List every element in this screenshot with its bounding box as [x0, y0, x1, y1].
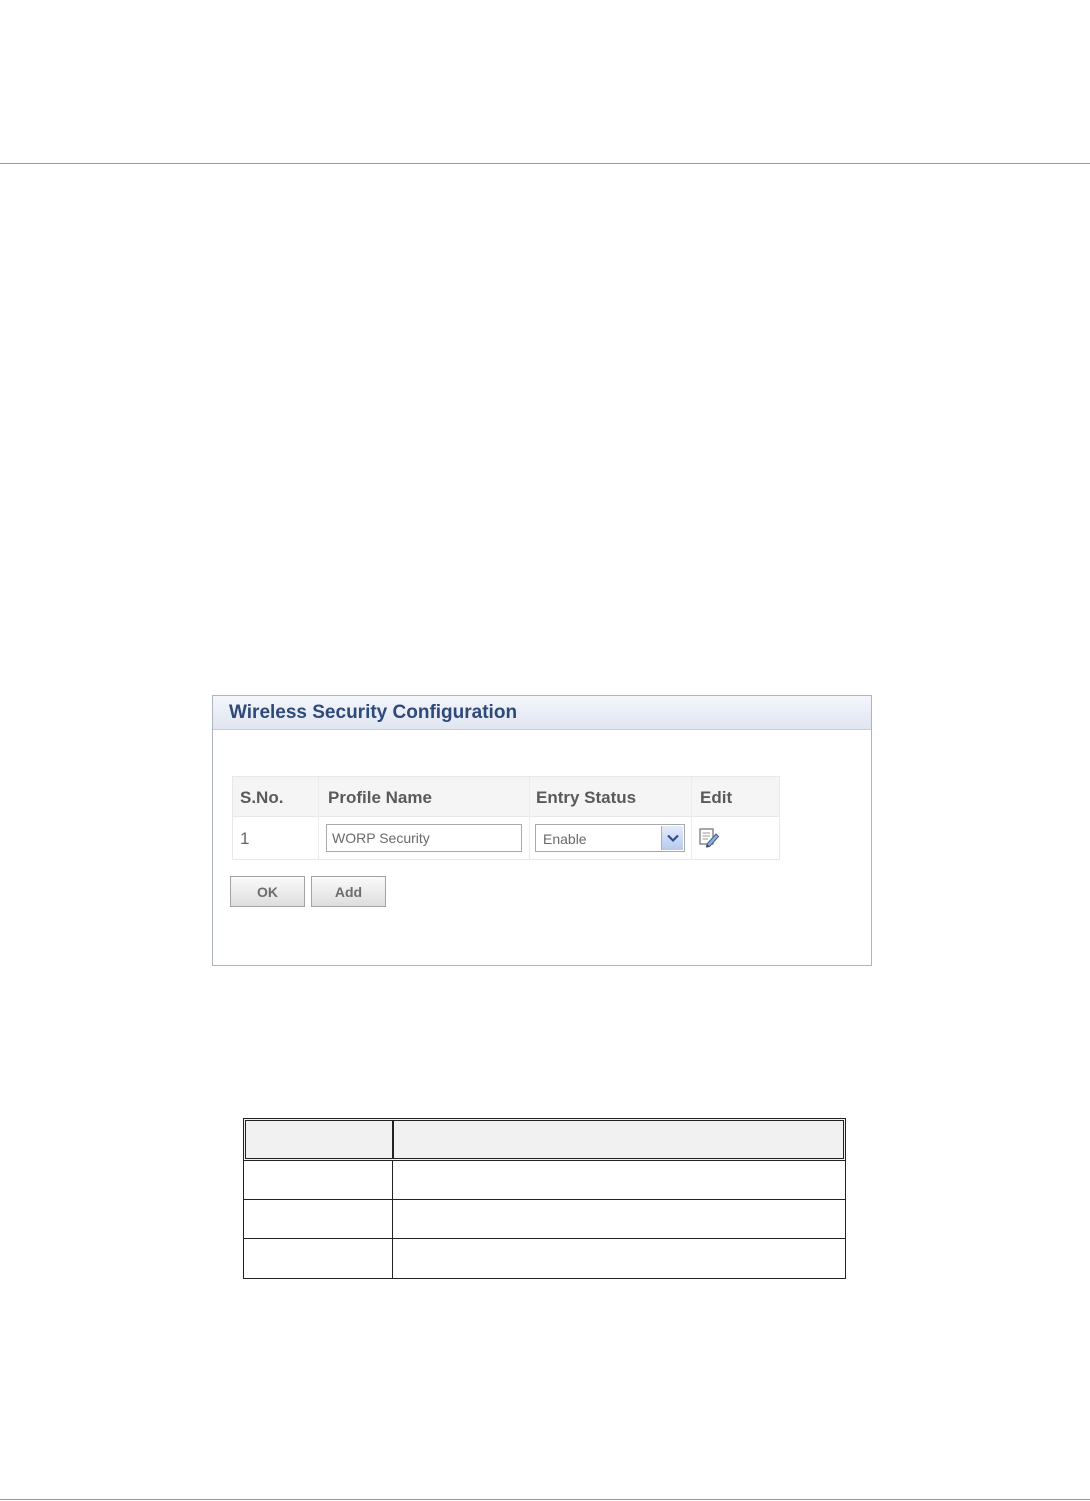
row-sno: 1	[240, 829, 250, 848]
header-rule	[0, 163, 1090, 164]
column-divider	[392, 1200, 393, 1238]
column-header-profile-name: Profile Name	[328, 788, 432, 807]
column-header-sno: S.No.	[240, 788, 284, 807]
column-header-entry-status: Entry Status	[536, 788, 637, 807]
column-header-edit: Edit	[700, 788, 733, 807]
add-button[interactable]: Add	[311, 876, 386, 907]
column-divider	[392, 1161, 393, 1199]
table-row	[233, 817, 779, 859]
wireless-security-configuration-panel	[212, 695, 872, 966]
entry-status-select[interactable]	[535, 824, 685, 852]
profile-table	[232, 776, 780, 860]
description-table-body	[243, 1161, 846, 1279]
profile-name-input[interactable]	[326, 824, 522, 852]
ok-button[interactable]: OK	[230, 876, 305, 907]
column-divider	[392, 1121, 394, 1158]
entry-status-value: Enable	[543, 831, 587, 847]
table-row	[244, 1161, 845, 1200]
edit-icon[interactable]	[698, 827, 720, 849]
description-table	[243, 1118, 846, 1279]
footer-rule	[0, 1499, 1090, 1500]
column-divider	[392, 1239, 393, 1278]
profile-table-header	[233, 777, 779, 817]
panel-header	[213, 696, 871, 730]
chevron-down-icon[interactable]	[661, 826, 683, 850]
description-table-header	[243, 1118, 846, 1161]
table-row	[244, 1200, 845, 1239]
panel-title: Wireless Security Configuration	[229, 701, 518, 723]
table-row	[244, 1239, 845, 1278]
